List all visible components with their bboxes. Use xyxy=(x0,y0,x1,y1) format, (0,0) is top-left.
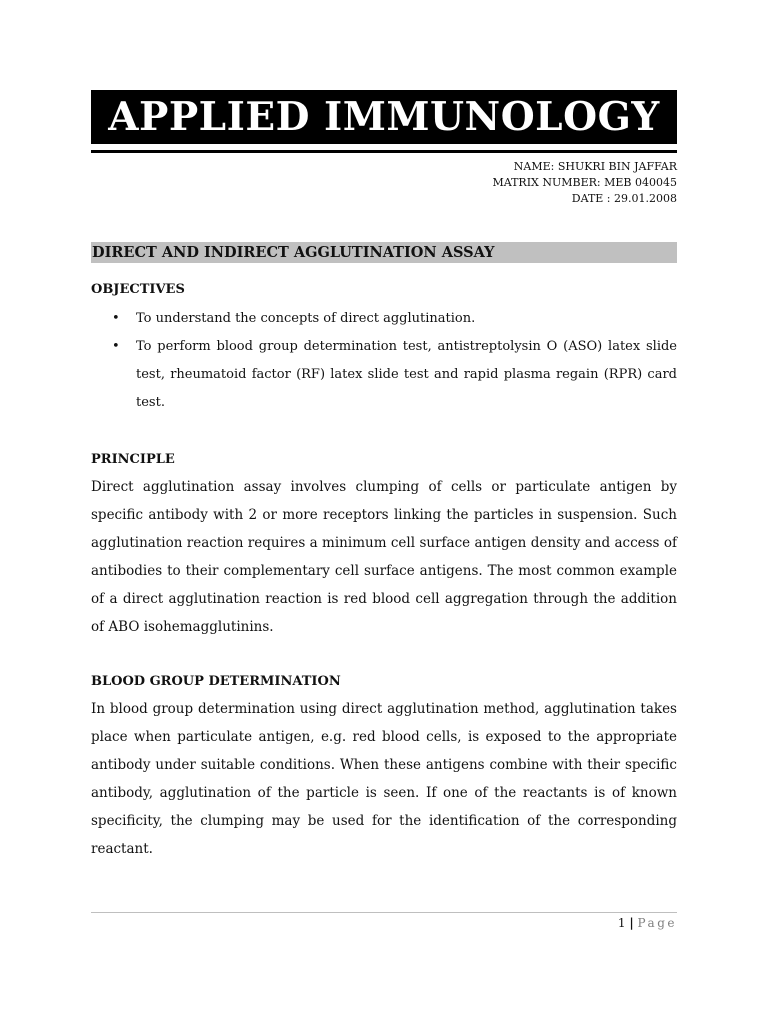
blood-group-heading: BLOOD GROUP DETERMINATION xyxy=(91,674,341,689)
author-info xyxy=(492,159,677,207)
objectives-heading: OBJECTIVES xyxy=(91,282,185,297)
list-item xyxy=(91,333,677,417)
section-title: DIRECT AND INDIRECT AGGLUTINATION ASSAY xyxy=(92,244,495,261)
report-date: DATE : 29.01.2008 xyxy=(571,192,677,205)
principle-paragraph: Direct agglutination assay involves clumping of cells or particulate antigen by specific antibody with 2 or more receptors linking the particles in suspension. Such agglutination reaction requires a minimum cell surface antigen density and access of antibodies to their complementary cell surface antigens. The most common example of a direct agglutination reaction is red blood cell aggregation through the addition of ABO isohemagglutinins. xyxy=(91,479,677,635)
objectives-list xyxy=(91,305,677,417)
principle-heading: PRINCIPLE xyxy=(91,452,175,467)
title-banner xyxy=(91,90,677,144)
bullet-icon: • xyxy=(112,311,120,326)
page-number: 1 xyxy=(617,916,626,930)
objective-text: To understand the concepts of direct agglutination. xyxy=(136,311,476,326)
footer-separator: | xyxy=(629,916,634,930)
page-footer xyxy=(618,916,677,930)
blood-group-paragraph: In blood group determination using direct agglutination method, agglutination takes place when particulate antigen, e.g. red blood cells, is exposed to the appropriate antibody under suitable conditions. When these antigens combine with their specific antibody, agglutination of the particle is seen. If one of the reactants is of known specificity, the clumping may be used for the identification of the corresponding reactant. xyxy=(91,701,677,857)
document-title: APPLIED IMMUNOLOGY xyxy=(108,94,660,140)
list-item xyxy=(91,305,677,333)
title-underline xyxy=(91,150,677,153)
author-name: NAME: SHUKRI BIN JAFFAR xyxy=(513,160,677,173)
section-title-bar xyxy=(91,242,677,263)
objective-text: To perform blood group determination test, antistreptolysin O (ASO) latex slide test, rheumatoid factor (RF) latex slide test and rapid plasma regain (RPR) card test. xyxy=(136,339,677,410)
matrix-number: MATRIX NUMBER: MEB 040045 xyxy=(492,176,677,189)
bullet-icon: • xyxy=(112,339,120,354)
page-label: Page xyxy=(637,916,677,930)
footer-divider xyxy=(91,912,677,913)
